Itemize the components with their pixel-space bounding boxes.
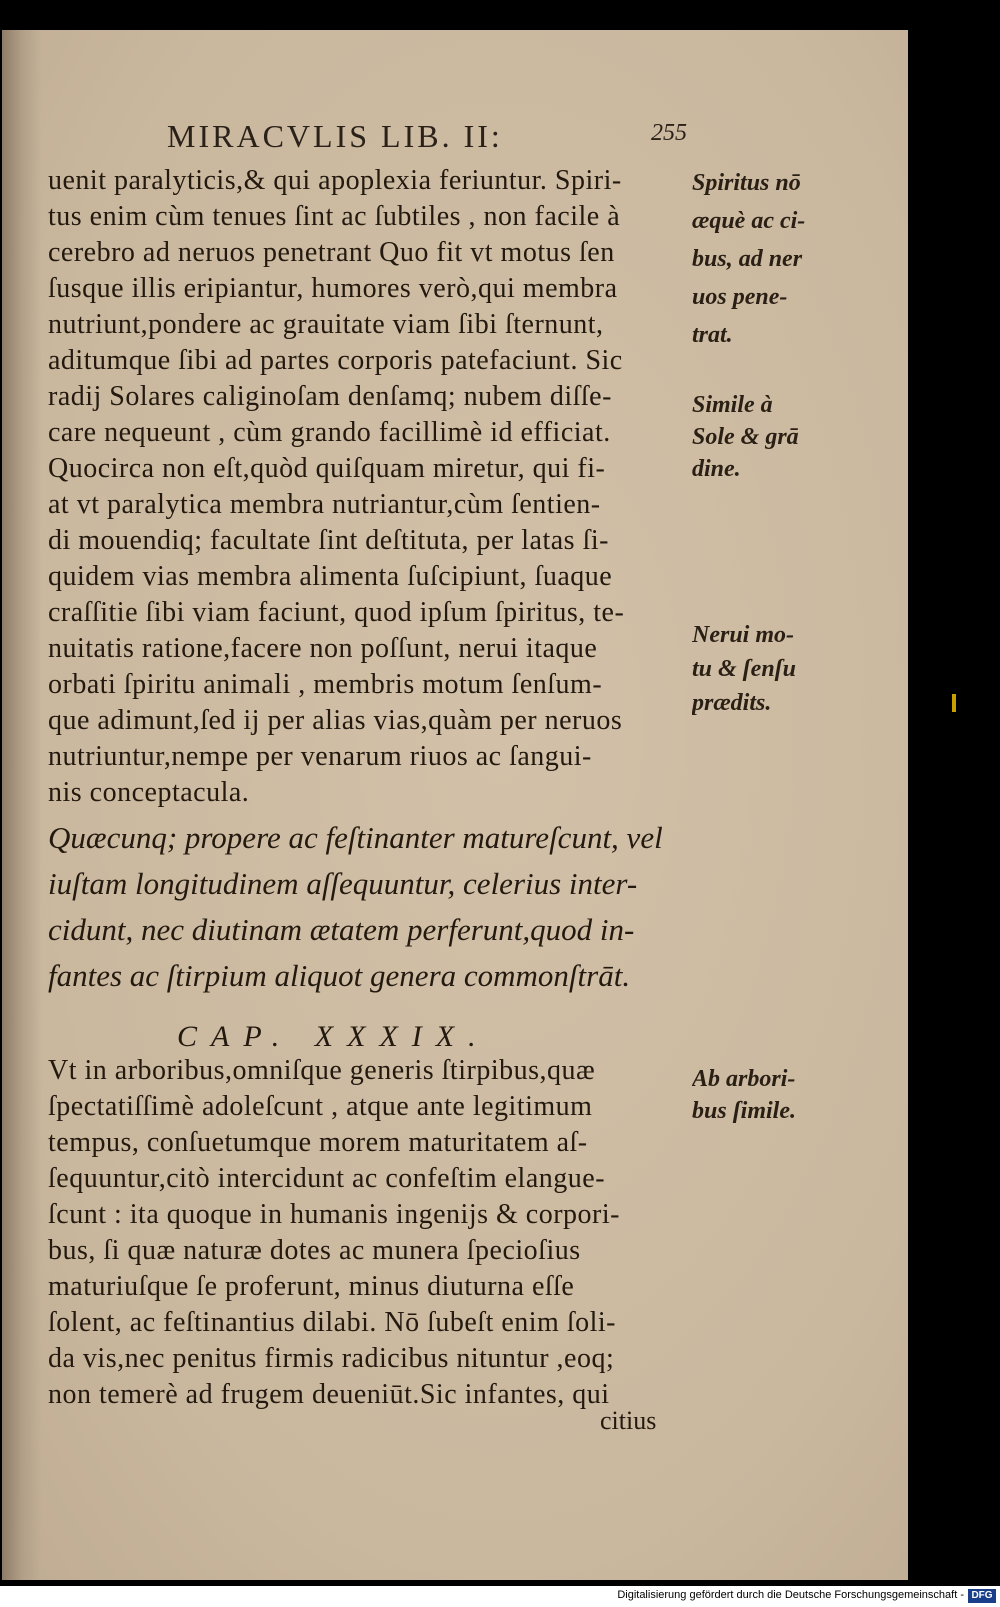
- text-line: tus enim cùm tenues ſint ac ſubtiles , non facile à: [48, 201, 621, 232]
- footer-credit: Digitalisierung gefördert durch die Deutsche Forschungsgemeinschaft -: [617, 1589, 964, 1601]
- digitization-footer: [0, 1586, 1000, 1607]
- text-line: ſolent, ac feſtinantius dilabi. Nō ſubeſt enim ſoli-: [48, 1307, 616, 1338]
- chapter-summary-line: fantes ac ſtirpium aliquot genera commonſtrāt.: [48, 958, 631, 993]
- text-line: da vis,nec penitus firmis radicibus nituntur ,eoq;: [48, 1343, 615, 1374]
- page-number: 255: [651, 120, 687, 146]
- margin-note-line: uos pene-: [692, 284, 788, 310]
- margin-note-line: tu & ſenſu: [692, 656, 797, 682]
- catchword: citius: [600, 1406, 657, 1435]
- text-line: maturiuſque ſe proferunt, minus diuturna eſſe: [48, 1271, 575, 1302]
- text-line: ſequuntur,citò intercidunt ac confeſtim elangue-: [48, 1163, 606, 1194]
- page-spine-shadow: [2, 30, 42, 1580]
- text-line: craſſitie ſibi viam faciunt, quod ipſum ſpiritus, te-: [48, 597, 625, 628]
- text-line: Quocirca non eſt,quòd quiſquam miretur, qui fi-: [48, 453, 606, 484]
- text-line: ſpectatiſſimè adoleſcunt , atque ante legitimum: [48, 1091, 593, 1122]
- text-line: aditumque ſibi ad partes corporis patefaciunt. Sic: [48, 345, 623, 376]
- margin-note-line: Ab arbori-: [692, 1066, 796, 1092]
- text-line: nutriuntur,nempe per venarum riuos ac ſangui-: [48, 741, 592, 772]
- running-title: MIRACVLIS LIB. II:: [167, 118, 503, 154]
- scan-artifact: [952, 694, 956, 712]
- text-line: bus, ſi quæ naturæ dotes ac munera ſpecioſius: [48, 1235, 581, 1266]
- text-line: Vt in arboribus,omniſque generis ſtirpibus,quæ: [48, 1055, 596, 1086]
- text-line: que adimunt,ſed ij per alias vias,quàm per neruos: [48, 705, 623, 736]
- text-line: quidem vias membra alimenta ſuſcipiunt, ſuaque: [48, 561, 613, 592]
- margin-note-line: bus ſimile.: [692, 1098, 797, 1124]
- text-line: care nequeunt , cùm grando facillimè id efficiat.: [48, 417, 611, 448]
- text-line: tempus, conſuetumque morem maturitatem aſ-: [48, 1127, 588, 1158]
- text-line: nis conceptacula.: [48, 777, 250, 808]
- text-line: radij Solares caliginoſam denſamq; nubem diſſe-: [48, 381, 612, 412]
- margin-note-line: dine.: [692, 456, 741, 482]
- text-line: ſcunt : ita quoque in humanis ingenijs & corpori-: [48, 1199, 620, 1230]
- text-line: di mouendiq; facultate ſint deſtituta, per latas ſi-: [48, 525, 609, 556]
- margin-note-line: Sole & grā: [692, 424, 799, 450]
- chapter-number: CAP. XXXIX.: [177, 1020, 490, 1053]
- text-line: nuitatis ratione,facere non poſſunt, nerui itaque: [48, 633, 598, 664]
- text-line: uenit paralyticis,& qui apoplexia feriuntur. Spiri-: [48, 165, 622, 196]
- margin-note-line: æquè ac ci-: [692, 208, 806, 234]
- running-header: [167, 118, 687, 162]
- text-line: orbati ſpiritu animali , membris motum ſenſum-: [48, 669, 603, 700]
- dfg-logo: DFG: [968, 1589, 996, 1603]
- margin-note-line: bus, ad ner: [692, 246, 803, 272]
- text-line: ſusque illis eripiantur, humores verò,qui membra: [48, 273, 618, 304]
- margin-note-line: Simile à: [692, 392, 773, 418]
- margin-note-line: trat.: [692, 322, 733, 348]
- book-page: [2, 30, 908, 1580]
- chapter-summary-line: iuſtam longitudinem aſſequuntur, celerius inter-: [48, 866, 638, 901]
- margin-note-line: Nerui mo-: [692, 622, 794, 648]
- chapter-summary-line: Quæcunq; propere ac feſtinanter matureſcunt, vel: [48, 820, 663, 855]
- chapter-summary-line: cidunt, nec diutinam ætatem perferunt,quod in-: [48, 912, 635, 947]
- margin-note-line: prædits.: [692, 690, 772, 716]
- text-line: non temerè ad frugem deueniūt.Sic infantes, qui: [48, 1379, 610, 1410]
- text-line: nutriunt,pondere ac grauitate viam ſibi ſternunt,: [48, 309, 604, 340]
- text-line: at vt paralytica membra nutriantur,cùm ſentien-: [48, 489, 601, 520]
- text-line: cerebro ad neruos penetrant Quo fit vt motus ſen: [48, 237, 615, 268]
- margin-note-line: Spiritus nō: [692, 170, 801, 196]
